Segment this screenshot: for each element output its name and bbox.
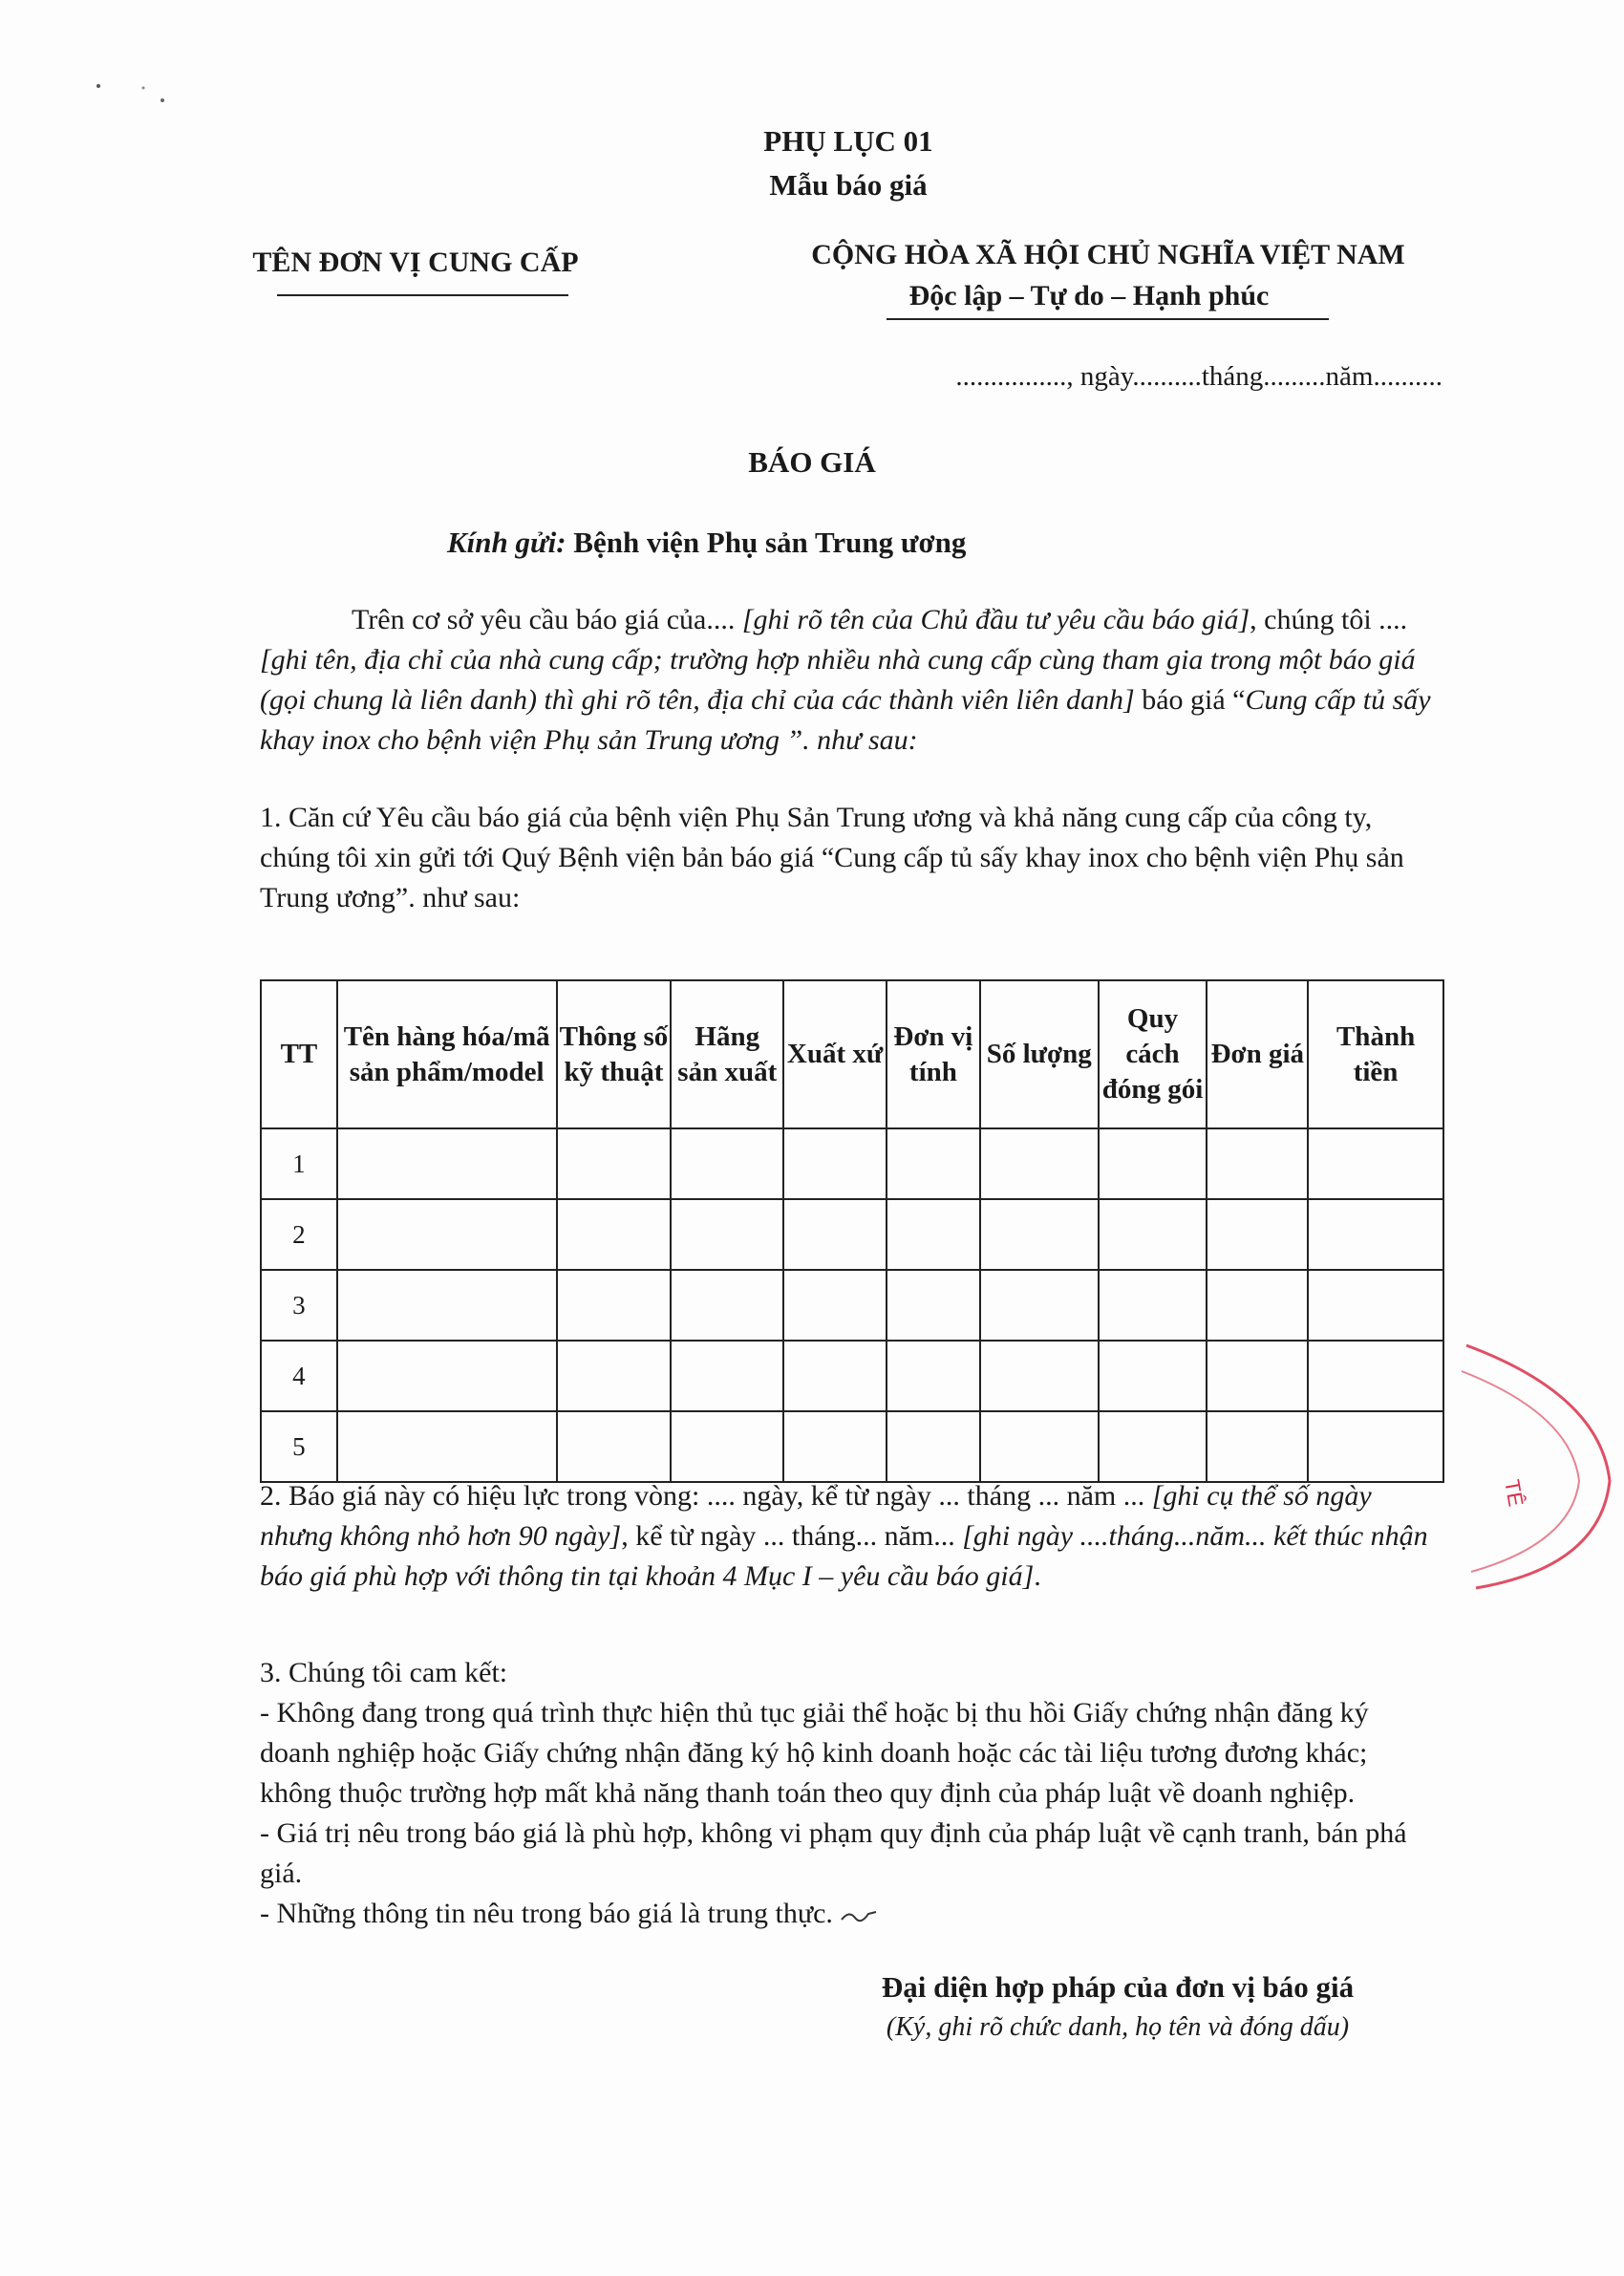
nation-motto: Độc lập – Tự do – Hạnh phúc: [908, 280, 1270, 311]
header-packaging: Quy cách đóng gói: [1099, 980, 1207, 1128]
commitment-text: - Những thông tin nêu trong báo giá là trung thực.: [260, 1898, 833, 1929]
scan-marks: [91, 76, 196, 115]
table-cell: [557, 1411, 672, 1482]
table-cell: [887, 1199, 980, 1270]
point-1: 1. Căn cứ Yêu cầu báo giá của bệnh viện Phụ Sản Trung ương và khả năng cung cấp của công ty, chúng tôi xin gửi tới Quý Bệnh viện bản báo giá “Cung cấp tủ sấy khay inox cho bệnh viện Phụ sản Trung ương”. như sau:: [260, 802, 1404, 913]
point-2-note-2: [ghi ngày ....tháng...năm... kết thúc nhận báo giá phù hợp với thông tin tại khoản 4 Mục I – yêu cầu báo giá]: [260, 1520, 1428, 1592]
table-cell: [783, 1411, 887, 1482]
table-cell: [783, 1270, 887, 1341]
initial-mark-icon: [840, 1906, 878, 1925]
table-row: [261, 1270, 1443, 1341]
motto-underline: [887, 318, 1329, 320]
table-cell: [557, 1341, 672, 1411]
table-cell: [671, 1270, 783, 1341]
table-cell: [980, 1341, 1099, 1411]
table-cell: [783, 1341, 887, 1411]
recipient-name: Bệnh viện Phụ sản Trung ương: [573, 526, 967, 559]
table-cell: [1308, 1199, 1443, 1270]
row-number: 2: [261, 1199, 337, 1270]
header-manufacturer: Hãng sản xuất: [671, 980, 783, 1128]
red-seal-stamp: [1457, 1338, 1624, 1596]
appendix-title: PHỤ LỤC 01: [763, 124, 933, 158]
header-quantity: Số lượng: [980, 980, 1099, 1128]
table-cell: [337, 1270, 557, 1341]
table-cell: [1099, 1199, 1207, 1270]
table-cell: [887, 1341, 980, 1411]
table-cell: [783, 1128, 887, 1199]
header-unit-price: Đơn giá: [1207, 980, 1308, 1128]
table-cell: [1099, 1411, 1207, 1482]
row-number: 4: [261, 1341, 337, 1411]
signature-title: Đại diện hợp pháp của đơn vị báo giá: [881, 1970, 1355, 2004]
table-cell: [337, 1341, 557, 1411]
table-cell: [887, 1270, 980, 1341]
table-row: [261, 1411, 1443, 1482]
table-cell: [1308, 1270, 1443, 1341]
table-cell: [557, 1199, 672, 1270]
intro-note-1: [ghi rõ tên của Chủ đầu tư yêu cầu báo giá]: [741, 604, 1250, 635]
point-2-text-2: , kể từ ngày ... tháng... năm...: [621, 1520, 963, 1552]
table-cell: [887, 1128, 980, 1199]
table-cell: [1207, 1128, 1308, 1199]
table-cell: [1207, 1411, 1308, 1482]
stamp-text: TÊ: [1500, 1477, 1528, 1509]
table-cell: [980, 1270, 1099, 1341]
table-cell: [980, 1199, 1099, 1270]
table-cell: [337, 1128, 557, 1199]
commitment-item: - Không đang trong quá trình thực hiện thủ tục giải thể hoặc bị thu hồi Giấy chứng nhận đăng ký doanh nghiệp hoặc Giấy chứng nhận đăng ký hộ kinh doanh hoặc các tài liệu tương đương khác; không thuộc trường hợp mất khả năng thanh toán theo quy định của pháp luật về doanh nghiệp.: [260, 1697, 1369, 1809]
table-row: [261, 1199, 1443, 1270]
recipient-label: Kính gửi:: [447, 526, 566, 559]
header-tt: TT: [261, 980, 337, 1128]
point-2-text-1: 2. Báo giá này có hiệu lực trong vòng: .... ngày, kể từ ngày ... tháng ... năm ...: [260, 1480, 1152, 1512]
intro-text-3: báo giá “: [1134, 684, 1246, 716]
table-cell: [671, 1341, 783, 1411]
intro-paragraph: [260, 600, 1444, 761]
table-cell: [1308, 1411, 1443, 1482]
table-cell: [557, 1128, 672, 1199]
table-cell: [557, 1270, 672, 1341]
table-cell: [1207, 1270, 1308, 1341]
point-3: [260, 1653, 1444, 1934]
table-cell: [337, 1411, 557, 1482]
commitment-item: [260, 1894, 1444, 1934]
nation-name: CỘNG HÒA XÃ HỘI CHỦ NGHĨA VIỆT NAM: [811, 239, 1405, 270]
table-cell: [1207, 1341, 1308, 1411]
point-2-text-3: .: [1034, 1560, 1041, 1592]
header-unit: Đơn vị tính: [887, 980, 980, 1128]
table-cell: [1308, 1128, 1443, 1199]
point-2: [260, 1476, 1444, 1597]
table-cell: [337, 1199, 557, 1270]
table-row: [261, 1128, 1443, 1199]
point-3-title: 3. Chúng tôi cam kết:: [260, 1657, 508, 1688]
table-cell: [980, 1411, 1099, 1482]
table-row: [261, 1341, 1443, 1411]
header-origin: Xuất xứ: [783, 980, 887, 1128]
document-title: BÁO GIÁ: [748, 445, 876, 479]
table-cell: [980, 1128, 1099, 1199]
row-number: 1: [261, 1128, 337, 1199]
header-product-name: Tên hàng hóa/mã sản phẩm/model: [337, 980, 557, 1128]
commitment-item: - Giá trị nêu trong báo giá là phù hợp, không vi phạm quy định của pháp luật về cạnh tranh, bán phá giá.: [260, 1817, 1407, 1889]
table-cell: [671, 1411, 783, 1482]
supplier-label: TÊN ĐƠN VỊ CUNG CẤP: [252, 247, 579, 278]
quote-table: [260, 979, 1444, 1483]
recipient: [447, 526, 966, 560]
table-cell: [1099, 1128, 1207, 1199]
intro-text-1: Trên cơ sở yêu cầu báo giá của....: [352, 604, 742, 635]
intro-note-3: Cung cấp tủ sấy khay inox cho bệnh viện Phụ sản Trung ương ”. như sau:: [260, 684, 1431, 756]
supplier-underline: [277, 294, 568, 296]
row-number: 3: [261, 1270, 337, 1341]
table-cell: [1099, 1341, 1207, 1411]
appendix-subtitle: Mẫu báo giá: [769, 168, 928, 202]
table-header-row: [261, 980, 1443, 1128]
point-2-note-1: [ghi cụ thể số ngày nhưng không nhỏ hơn 90 ngày]: [260, 1480, 1372, 1552]
table-cell: [1099, 1270, 1207, 1341]
date-line: ................, ngày..........tháng.........năm..........: [955, 361, 1442, 392]
header-specs: Thông số kỹ thuật: [557, 980, 672, 1128]
table-cell: [783, 1199, 887, 1270]
table-cell: [1207, 1199, 1308, 1270]
intro-note-2: [ghi tên, địa chỉ của nhà cung cấp; trường hợp nhiều nhà cung cấp cùng tham gia trong một báo giá (gọi chung là liên danh) thì ghi rõ tên, địa chỉ của các thành viên liên danh]: [260, 644, 1416, 716]
table-cell: [671, 1199, 783, 1270]
table-cell: [1308, 1341, 1443, 1411]
intro-text-2: , chúng tôi ....: [1250, 604, 1408, 635]
header-total: Thành tiền: [1308, 980, 1443, 1128]
table-cell: [671, 1128, 783, 1199]
table-cell: [887, 1411, 980, 1482]
signature-note: (Ký, ghi rõ chức danh, họ tên và đóng dấu): [886, 2012, 1350, 2042]
row-number: 5: [261, 1411, 337, 1482]
